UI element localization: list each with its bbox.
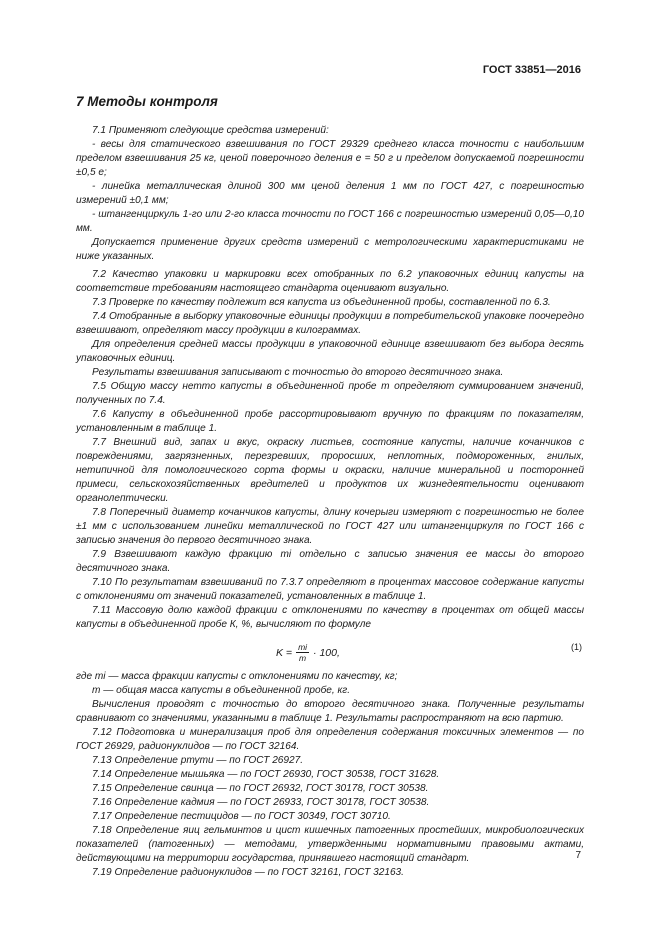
formula-rhs: · 100, bbox=[313, 646, 340, 659]
document-code-header: ГОСТ 33851—2016 bbox=[482, 64, 581, 76]
paragraph-7-17: 7.17 Определение пестицидов — по ГОСТ 30349, ГОСТ 30710. bbox=[92, 811, 391, 822]
paragraph-7-1: 7.1 Применяют следующие средства измерений: bbox=[92, 125, 329, 136]
paragraph-7-15: 7.15 Определение свинца — по ГОСТ 26932, ГОСТ 30178, ГОСТ 30538. bbox=[92, 783, 429, 794]
paragraph-7-18: 7.18 Определение яиц гельминтов и цист кишечных патогенных простейших, микробиологических показателей (патогенных) — методами, утвержденными нормативными правовыми актами, действующими на территории государства, принявшего настоящий стандарт. bbox=[76, 825, 584, 864]
paragraph-calculations: Вычисления проводят с точностью до второго десятичного знака. Полученные результаты сравнивают со значениями, указанными в таблице 1. Результаты распространяют на всю партию. bbox=[76, 699, 584, 724]
paragraph-7-11: 7.11 Массовую долю каждой фракции с отклонениями по качеству в процентах от общей массы капусты в объединенной пробе К, %, вычисляют по формуле bbox=[76, 605, 584, 630]
formula-1 bbox=[76, 632, 584, 670]
paragraph-7-4: 7.4 Отобранные в выборку упаковочные единицы продукции в потребительской упаковке поочередно взвешивают, определяют массу продукции в килограммах. bbox=[76, 311, 584, 336]
list-item-ruler: - линейка металлическая длиной 300 мм ценой деления 1 мм по ГОСТ 427, с погрешностью измерений ±0,1 мм; bbox=[76, 181, 584, 206]
paragraph-7-2: 7.2 Качество упаковки и маркировки всех отобранных по 6.2 упаковочных единиц капусты на соответствие требованиям настоящего стандарта оценивают визуально. bbox=[76, 269, 584, 294]
paragraph-7-7: 7.7 Внешний вид, запах и вкус, окраску листьев, состояние капусты, наличие кочанчиков с повреждениями, загрязненных, перезревших, проросших, неплотных, подмороженных, гнилых, нетипичной для помологического сорта формы и окраски, наличие минеральной и посторонней примеси, сельскохозяйственных вредителей и продуктов их жизнедеятельности оценивают органолептически. bbox=[76, 437, 584, 504]
paragraph-7-3: 7.3 Проверке по качеству подлежит вся капуста из объединенной пробы, составленной по 6.3. bbox=[92, 297, 551, 308]
document-body bbox=[76, 124, 584, 880]
paragraph-7-8: 7.8 Поперечный диаметр кочанчиков капусты, длину кочерыги измеряют с погрешностью не более ±1 мм с использованием линейки металлической по ГОСТ 427 или штангенциркуля по ГОСТ 166 с записью значения до первого десятичного знака. bbox=[76, 507, 584, 546]
formula-numerator: mi bbox=[298, 642, 308, 652]
where-mi: где mi — масса фракции капусты с отклонениями по качеству, кг; bbox=[76, 671, 398, 682]
where-m: m — общая масса капусты в объединенной пробе, кг. bbox=[92, 685, 351, 696]
paragraph-other-instruments: Допускается применение других средств измерений с метрологическими характеристиками не ниже указанных. bbox=[76, 237, 584, 262]
paragraph-7-19: 7.19 Определение радионуклидов — по ГОСТ 32161, ГОСТ 32163. bbox=[92, 867, 404, 878]
paragraph-7-12: 7.12 Подготовка и минерализация проб для определения содержания токсичных элементов — по ГОСТ 26929, радионуклидов — по ГОСТ 32164. bbox=[76, 727, 584, 752]
paragraph-7-14: 7.14 Определение мышьяка — по ГОСТ 26930, ГОСТ 30538, ГОСТ 31628. bbox=[92, 769, 440, 780]
formula-denominator: m bbox=[299, 653, 307, 663]
formula-fraction bbox=[296, 642, 309, 663]
paragraph-7-6: 7.6 Капусту в объединенной пробе рассортировывают вручную по фракциям по показателям, установленным в таблице 1. bbox=[76, 409, 584, 434]
paragraph-7-13: 7.13 Определение ртути — по ГОСТ 26927. bbox=[92, 755, 304, 766]
list-item-scales: - весы для статического взвешивания по ГОСТ 29329 среднего класса точности с наибольшим пределом взвешивания 25 кг, ценой поверочного деления e = 50 г и пределом допускаемой погрешности ±0,5 e; bbox=[76, 139, 584, 178]
formula-lhs: K = bbox=[276, 646, 293, 659]
paragraph-7-16: 7.16 Определение кадмия — по ГОСТ 26933, ГОСТ 30178, ГОСТ 30538. bbox=[92, 797, 430, 808]
list-item-caliper: - штангенциркуль 1-го или 2-го класса точности по ГОСТ 166 с погрешностью измерений 0,05—0,10 мм. bbox=[76, 209, 584, 234]
paragraph-7-4-results: Результаты взвешивания записывают с точностью до второго десятичного знака. bbox=[92, 367, 504, 378]
page-number: 7 bbox=[575, 850, 581, 861]
formula-number: (1) bbox=[571, 642, 582, 652]
paragraph-7-4-mass: Для определения средней массы продукции в упаковочной единице взвешивают без выбора десять упаковочных единиц. bbox=[76, 339, 584, 364]
paragraph-7-5: 7.5 Общую массу нетто капусты в объединенной пробе m определяют суммированием значений, полученных по 7.4. bbox=[76, 381, 584, 406]
section-title: 7 Методы контроля bbox=[76, 94, 218, 109]
paragraph-7-9: 7.9 Взвешивают каждую фракцию mi отдельно с записью значения ее массы до второго десятичного знака. bbox=[76, 549, 584, 574]
paragraph-7-10: 7.10 По результатам взвешиваний по 7.3.7 определяют в процентах массовое содержание капусты с отклонениями от значений показателей, установленных в таблице 1. bbox=[76, 577, 584, 602]
